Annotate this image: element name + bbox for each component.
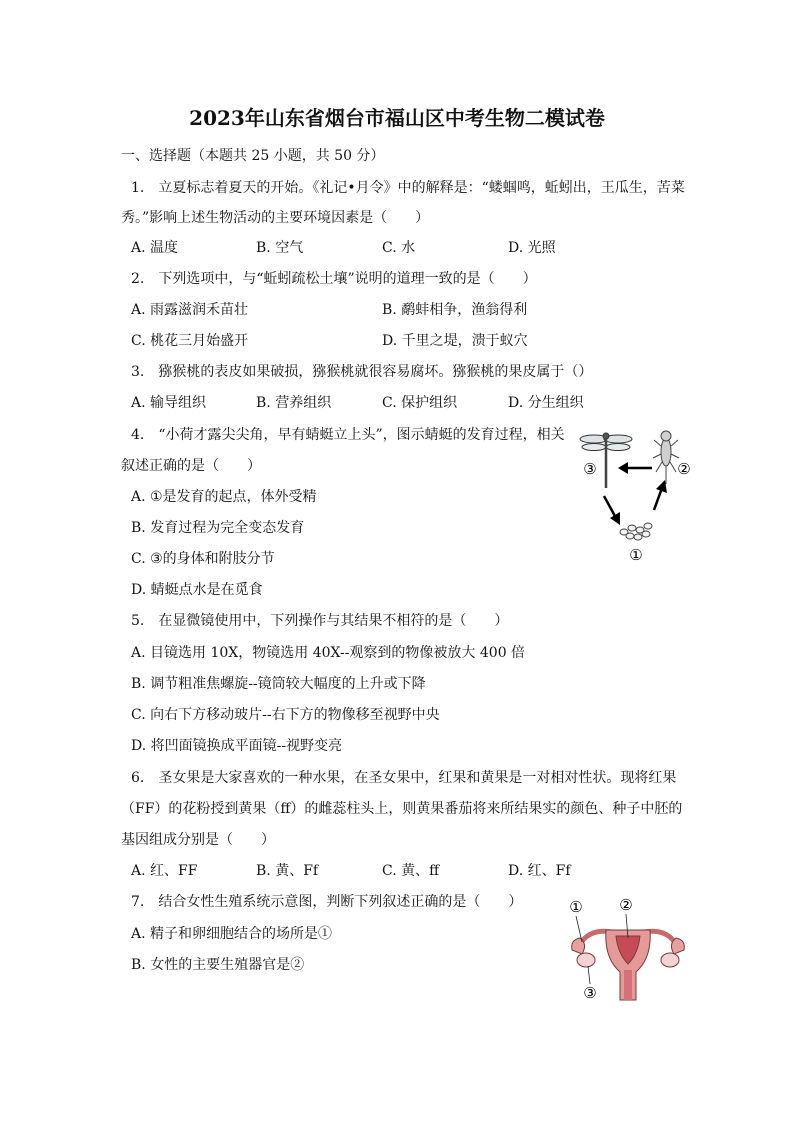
q3-option-b: B. 营养组织 (256, 395, 332, 411)
label-part-3: ③ (583, 984, 597, 1002)
leader-line-3 (588, 966, 590, 984)
label-stage-2: ② (677, 460, 691, 478)
q4-option-a: A. ①是发育的起点，体外受精 (131, 489, 317, 505)
q4-option-d: D. 蜻蜓点水是在觅食 (131, 582, 263, 598)
label-part-2: ② (619, 896, 633, 914)
q3-option-d: D. 分生组织 (508, 395, 584, 411)
q1-stem-line1: 1. 立夏标志着夏天的开始。《礼记•月令》中的解释是：“蝼蝈鸣，蚯蚓出，王瓜生，苦菜 (131, 180, 685, 196)
nymph-icon (653, 431, 679, 484)
q1-option-a: A. 温度 (131, 240, 179, 256)
q7-stem: 7. 结合女性生殖系统示意图，判断下列叙述正确的是（ ） (131, 894, 523, 910)
q3-stem: 3. 猕猴桃的表皮如果破损，猕猴桃就很容易腐坏。猕猴桃的果皮属于（） (131, 364, 593, 380)
q2-option-c: C. 桃花三月始盛开 (131, 333, 249, 349)
label-part-1: ① (569, 898, 583, 916)
q4-stem-line2: 叙述正确的是（ ） (121, 458, 261, 474)
exam-title: 2023年山东省烟台市福山区中考生物二模试卷 (189, 106, 605, 130)
q6-stem-line3: 基因组成分别是（ ） (121, 832, 275, 848)
q1-stem-line2: 秀。”影响上述生物活动的主要环境因素是（ ） (121, 210, 430, 226)
q4-option-c: C. ③的身体和附肢分节 (131, 551, 275, 567)
label-stage-1: ① (629, 546, 643, 564)
q1-option-d: D. 光照 (508, 240, 556, 256)
female-reproductive-figure (560, 892, 696, 1008)
q4-option-b: B. 发育过程为完全变态发育 (131, 520, 305, 536)
q6-option-c: C. 黄、ff (382, 863, 440, 879)
q7-option-a: A. 精子和卵细胞结合的场所是① (131, 926, 333, 942)
q2-option-a: A. 雨露滋润禾苗壮 (131, 302, 249, 318)
eggs-icon (620, 523, 652, 540)
q4-stem-line1: 4. “小荷才露尖尖角，早有蜻蜓立上头”，图示蜻蜓的发育过程，相关 (131, 427, 565, 443)
q6-stem-line2: （FF）的花粉授到黄果（ff）的雌蕊柱头上，则黄果番茄将来所结果实的颜色、种子中胚的 (121, 801, 683, 817)
q6-option-d: D. 红、Ff (508, 863, 571, 879)
q5-option-a: A. 目镜选用 10X，物镜选用 40X--观察到的物像被放大 400 倍 (131, 645, 526, 661)
q2-stem: 2. 下列选项中，与“蚯蚓疏松土壤”说明的道理一致的是（ ） (131, 271, 537, 287)
q5-option-b: B. 调节粗准焦螺旋--镜筒较大幅度的上升或下降 (131, 676, 426, 692)
q5-option-d: D. 将凹面镜换成平面镜--视野变亮 (131, 738, 343, 754)
cycle-arrows (604, 462, 667, 525)
q2-option-d: D. 千里之堤，溃于蚁穴 (382, 333, 528, 349)
q2-option-b: B. 鹬蚌相争，渔翁得利 (382, 302, 528, 318)
q6-option-b: B. 黄、Ff (256, 863, 319, 879)
q7-option-b: B. 女性的主要生殖器官是② (131, 957, 305, 973)
q5-option-c: C. 向右下方移动玻片--右下方的物像移至视野中央 (131, 707, 440, 723)
q3-option-c: C. 保护组织 (382, 395, 458, 411)
q1-option-b: B. 空气 (256, 240, 304, 256)
q3-option-a: A. 输导组织 (131, 395, 207, 411)
label-stage-3: ③ (583, 460, 597, 478)
q6-stem-line1: 6. 圣女果是大家喜欢的一种水果，在圣女果中，红果和黄果是一对相对性状。现将红果 (131, 770, 677, 786)
section-heading: 一、选择题（本题共 25 小题，共 50 分） (121, 148, 385, 164)
dragonfly-lifecycle-figure (574, 422, 700, 566)
q5-stem: 5. 在显微镜使用中，下列操作与其结果不相符的是（ ） (131, 613, 509, 629)
q1-option-c: C. 水 (382, 240, 416, 256)
q6-option-a: A. 红、FF (131, 863, 198, 879)
